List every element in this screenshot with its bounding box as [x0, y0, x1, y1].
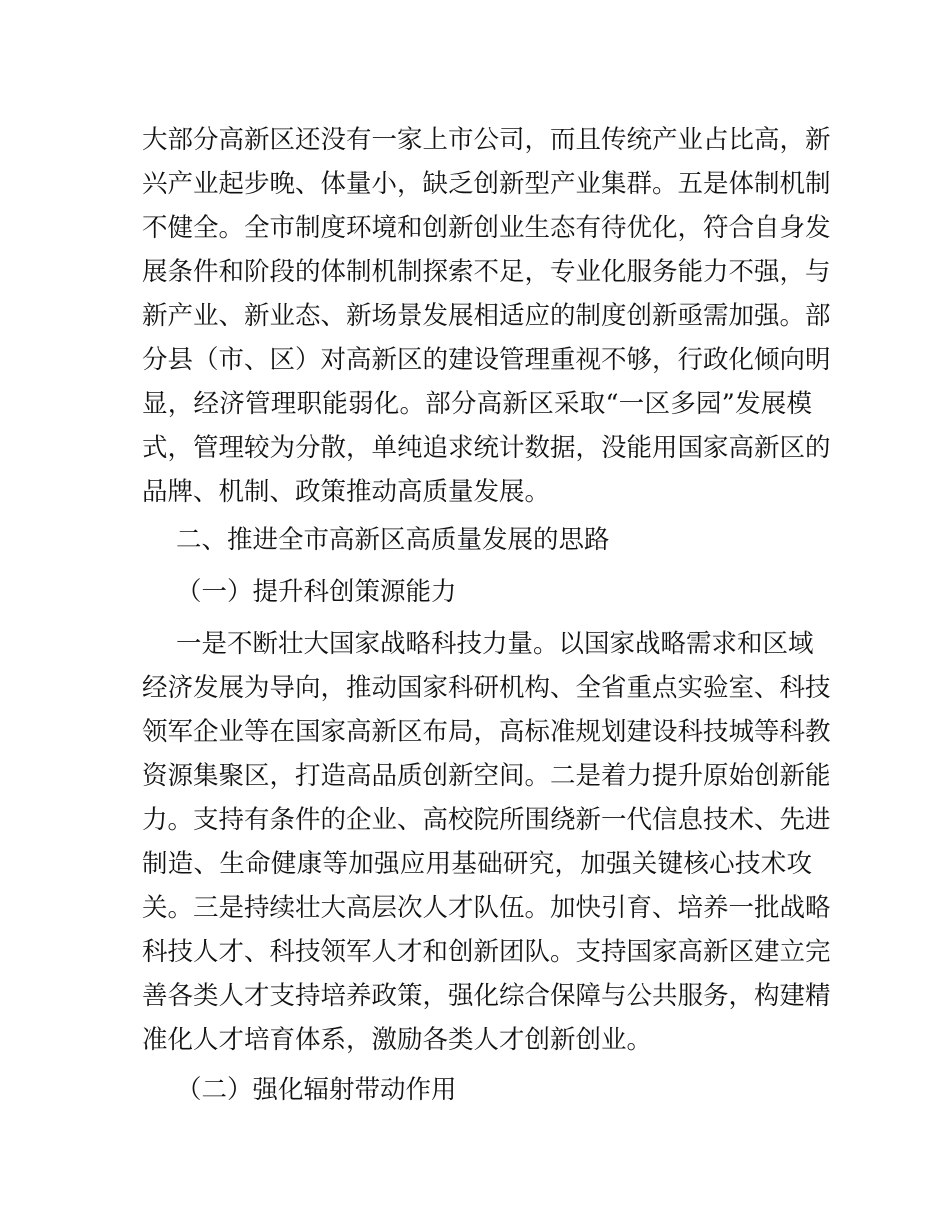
text-line: 科技人才、科技领军人才和创新团队。支持国家高新区建立完 — [142, 937, 831, 967]
text-line: 展条件和阶段的体制机制探索不足，专业化服务能力不强，与 — [142, 257, 831, 287]
text-line: 分县（市、区）对高新区的建设管理重视不够，行政化倾向明 — [142, 345, 831, 375]
section-heading: 二、推进全市高新区高质量发展的思路 — [176, 525, 610, 555]
subsection-heading: （一）提升科创策源能力 — [176, 577, 457, 607]
text-line: 资源集聚区，打造高品质创新空间。二是着力提升原始创新能 — [142, 761, 831, 791]
text-line: 准化人才培育体系，激励各类人才创新创业。 — [142, 1025, 653, 1055]
text-line: 关。三是持续壮大高层次人才队伍。加快引育、培养一批战略 — [142, 893, 831, 923]
text-line: 领军企业等在国家高新区布局，高标准规划建设科技城等科教 — [142, 717, 831, 747]
text-line: 大部分高新区还没有一家上市公司，而且传统产业占比高，新 — [142, 125, 831, 155]
text-line: 一是不断壮大国家战略科技力量。以国家战略需求和区域 — [176, 629, 814, 659]
text-line: 力。支持有条件的企业、高校院所围绕新一代信息技术、先进 — [142, 805, 831, 835]
text-line: 善各类人才支持培养政策，强化综合保障与公共服务，构建精 — [142, 981, 831, 1011]
text-line: 制造、生命健康等加强应用基础研究，加强关键核心技术攻 — [142, 849, 812, 879]
text-line: 显，经济管理职能弱化。部分高新区采取“一区多园”发展模 — [142, 389, 812, 419]
text-line: 经济发展为导向，推动国家科研机构、全省重点实验室、科技 — [142, 673, 831, 703]
text-line: 不健全。全市制度环境和创新创业生态有待优化，符合自身发 — [142, 213, 831, 243]
text-line: 品牌、机制、政策推动高质量发展。 — [142, 477, 551, 507]
text-line: 新产业、新业态、新场景发展相适应的制度创新亟需加强。部 — [142, 301, 831, 331]
text-line: 兴产业起步晚、体量小，缺乏创新型产业集群。五是体制机制 — [142, 169, 831, 199]
text-line: 式，管理较为分散，单纯追求统计数据，没能用国家高新区的 — [142, 433, 831, 463]
subsection-heading: （二）强化辐射带动作用 — [176, 1075, 457, 1105]
